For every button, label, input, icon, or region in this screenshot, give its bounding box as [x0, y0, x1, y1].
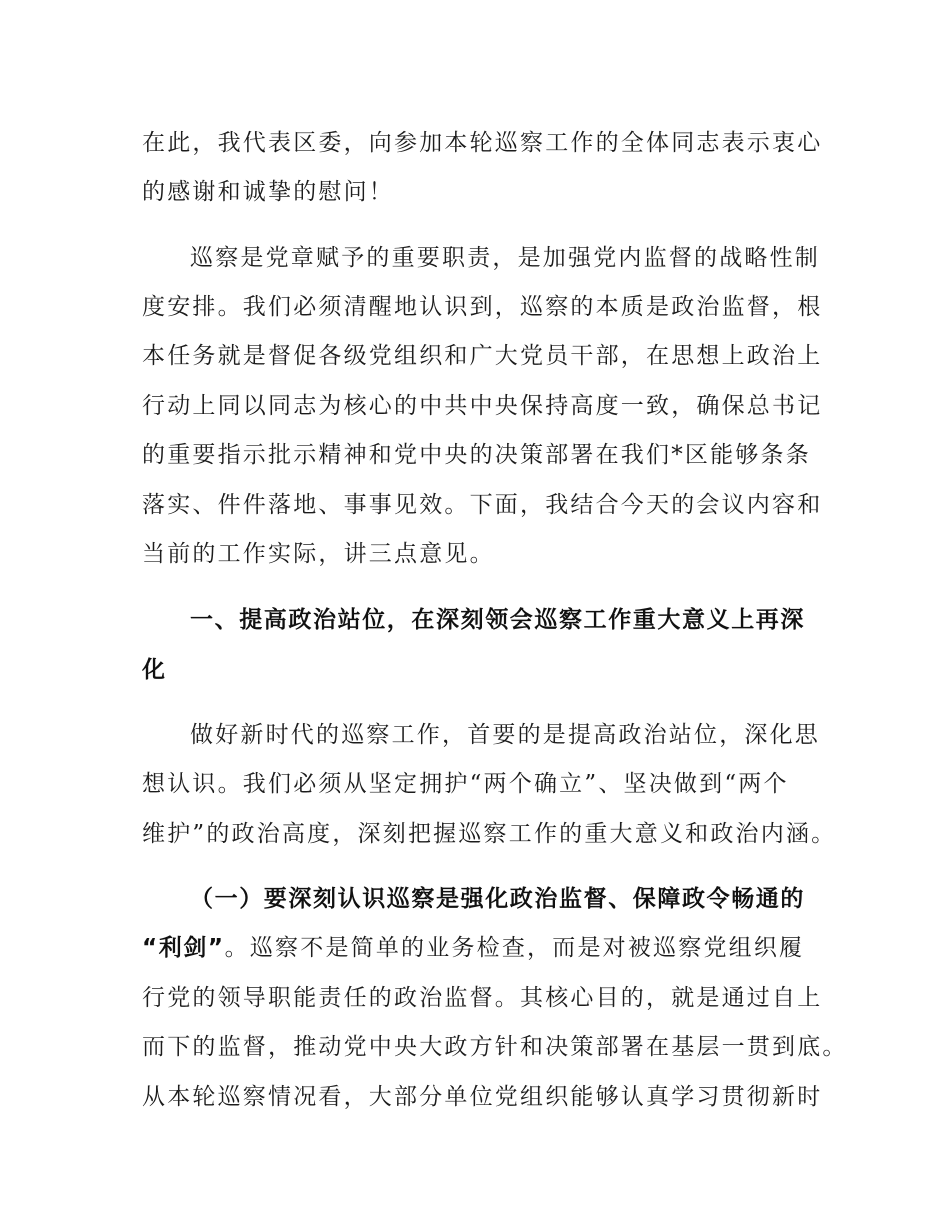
subsection-1-line-5: 从本轮巡察情况看，大部分单位党组织能够认真学习贯彻新时 — [142, 1084, 823, 1110]
paragraph-3-line-2: 想认识。我们必须从坚定拥护“两个确立”、坚决做到“两个 — [142, 771, 789, 797]
paragraph-3-line-1: 做好新时代的巡察工作，首要的是提高政治站位，深化思 — [190, 722, 820, 748]
paragraph-2-line-7: 当前的工作实际，讲三点意见。 — [142, 541, 495, 567]
paragraph-2-line-1: 巡察是党章赋予的重要职责，是加强党内监督的战略性制 — [190, 245, 820, 271]
paragraph-1-line-1: 在此，我代表区委，向参加本轮巡察工作的全体同志表示衷心 — [142, 130, 823, 156]
paragraph-1-line-2: 的感谢和诚挚的慰问！ — [142, 179, 394, 205]
subsection-1-line-2 — [142, 933, 804, 963]
paragraph-2-line-4: 行动上同以同志为核心的中共中央保持高度一致，确保总书记 — [142, 393, 823, 419]
paragraph-2-line-5: 的重要指示批示精神和党中央的决策部署在我们*区能够条条 — [142, 442, 811, 468]
section-heading-1-line-1: 一、提高政治站位，在深刻领会巡察工作重大意义上再深 — [190, 607, 805, 633]
subsection-heading-1-line-1: （一）要深刻认识巡察是强化政治监督、保障政令畅通的 — [190, 886, 805, 912]
subsection-1-line-2-text: 。巡察不是简单的业务检查，而是对被巡察党组织履 — [224, 935, 805, 961]
section-heading-1-line-2: 化 — [142, 657, 167, 683]
paragraph-2-line-2: 度安排。我们必须清醒地认识到，巡察的本质是政治监督，根 — [142, 294, 823, 320]
paragraph-2-line-3: 本任务就是督促各级党组织和广大党员干部，在思想上政治上 — [142, 343, 823, 369]
subsection-heading-1-tail: “利剑” — [142, 935, 225, 961]
subsection-1-line-4: 而下的监督，推动党中央大政方针和决策部署在基层一贯到底。 — [142, 1034, 848, 1060]
subsection-1-line-3: 行党的领导职能责任的政治监督。其核心目的，就是通过自上 — [142, 985, 823, 1011]
paragraph-3-line-3: 维护”的政治高度，深刻把握巡察工作的重大意义和政治内涵。 — [142, 821, 837, 847]
paragraph-2-line-6: 落实、件件落地、事事见效。下面，我结合今天的会议内容和 — [142, 492, 823, 518]
